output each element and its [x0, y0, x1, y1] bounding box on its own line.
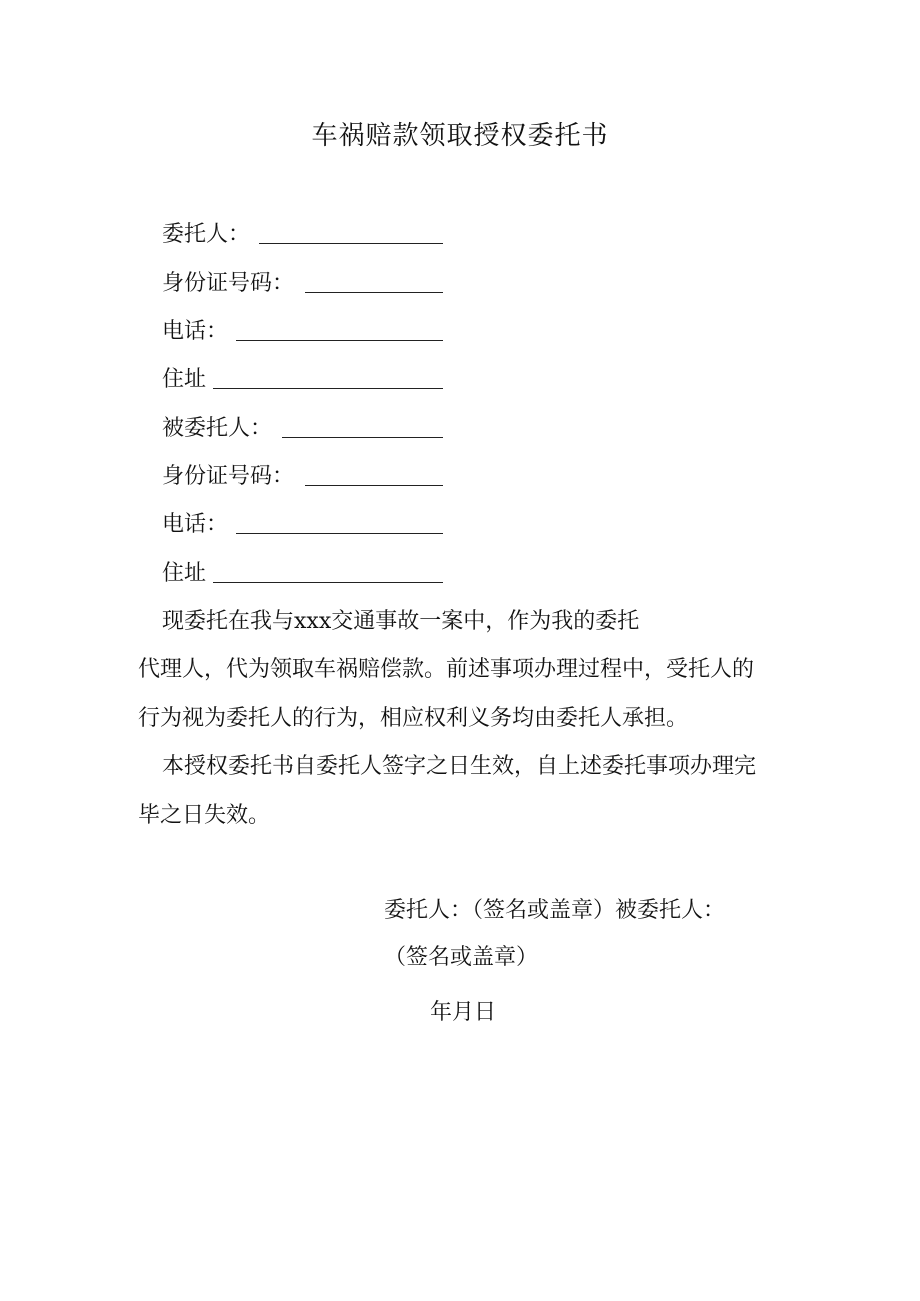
authorization-paragraph-line: 现委托在我与xxx交通事故一案中，作为我的委托 [162, 609, 640, 634]
agent-address-field [162, 557, 443, 591]
fill-in-line[interactable] [282, 436, 443, 438]
field-label: 住址 [162, 561, 207, 586]
authorization-paragraph-line: 行为视为委托人的行为，相应权利义务均由委托人承担。 [138, 706, 689, 731]
fill-in-line[interactable] [236, 339, 443, 341]
validity-paragraph-line: 本授权委托书自委托人签字之日生效，自上述委托事项办理完 [162, 754, 757, 779]
field-label: 电话： [162, 512, 229, 537]
field-label: 电话： [162, 319, 229, 344]
principal-name-field [162, 218, 443, 252]
signature-date: 年月日 [430, 1000, 497, 1025]
principal-phone-field [162, 315, 443, 349]
signature-seal-note: （签名或盖章） [384, 945, 539, 970]
agent-name-field [162, 412, 443, 446]
principal-id-number-field [162, 267, 443, 301]
field-label: 身份证号码： [162, 271, 295, 296]
agent-phone-field [162, 508, 443, 542]
fill-in-line[interactable] [259, 242, 443, 244]
field-label: 身份证号码： [162, 464, 295, 489]
fill-in-line[interactable] [305, 484, 443, 486]
fill-in-line[interactable] [236, 532, 443, 534]
validity-paragraph-line: 毕之日失效。 [138, 803, 271, 828]
agent-id-number-field [162, 460, 443, 494]
fill-in-line[interactable] [213, 581, 443, 583]
signature-line: 委托人：（签名或盖章）被委托人： [384, 898, 726, 923]
field-label: 住址 [162, 367, 207, 392]
document-title: 车祸赔款领取授权委托书 [311, 121, 609, 151]
field-label: 被委托人： [162, 416, 273, 441]
authorization-paragraph-line: 代理人，代为领取车祸赔偿款。前述事项办理过程中，受托人的 [138, 657, 755, 682]
principal-address-field [162, 363, 443, 397]
field-label: 委托人： [162, 222, 251, 247]
fill-in-line[interactable] [305, 291, 443, 293]
fill-in-line[interactable] [213, 387, 443, 389]
